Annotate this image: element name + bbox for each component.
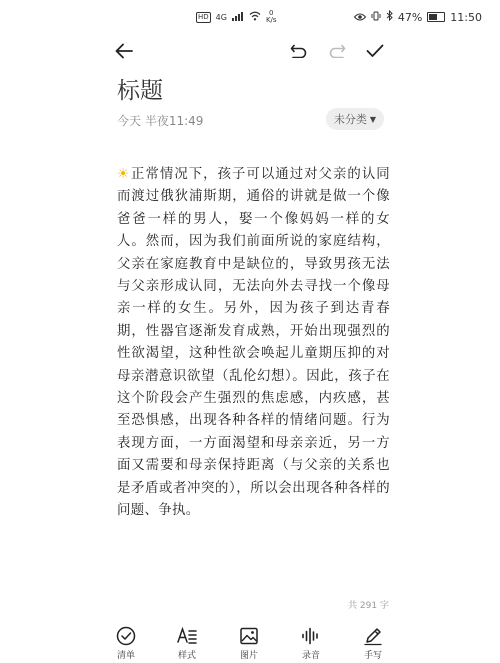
back-button[interactable] xyxy=(110,34,138,68)
signal-label: 4G xyxy=(215,12,227,22)
undo-icon xyxy=(290,44,307,58)
status-left xyxy=(196,10,277,24)
hd-badge: HD xyxy=(198,12,209,21)
redo-button[interactable] xyxy=(323,34,351,68)
checklist-label: 清单 xyxy=(116,651,135,661)
text-style-label: 样式 xyxy=(177,651,196,661)
eye-comfort-icon xyxy=(354,11,366,24)
wifi-icon xyxy=(249,11,261,24)
audio-label: 录音 xyxy=(301,651,320,661)
arrow-left-icon xyxy=(115,43,133,59)
cellular-signal-icon xyxy=(232,11,244,24)
caret-down-icon: ▼ xyxy=(369,114,377,124)
text-style-icon xyxy=(177,626,197,646)
network-speed-value: 0 xyxy=(269,9,274,17)
bluetooth-icon xyxy=(386,10,393,24)
redo-icon xyxy=(329,44,346,58)
checklist-icon xyxy=(116,626,136,646)
network-speed xyxy=(266,10,277,24)
audio-button[interactable] xyxy=(291,626,331,661)
note-body-text: 正常情况下，孩子可以通过对父亲的认同而渡过俄狄浦斯期，通俗的讲就是做一个像爸爸一样的男人，娶一个像妈妈一样的女人。然而，因为我们前面所说的家庭结构，父亲在家庭教育中是缺位的，导致男孩无法与父亲形成认同，无法向外去寻找一个像母亲一样的女生。另外，因为孩子到达青春期，性器官逐渐发育成熟，开始出现强烈的性欲渴望，这种性欲会唤起儿童期压抑的对母亲潜意识欲望（乱伦幻想）。因此，孩子在这个阶段会产生强烈的焦虑感，内疚感，甚至恐惧感，出现各种各样的情绪问题。行为表现方面，一方面渴望和母亲亲近，另一方面又需要和母亲保持距离（与父亲的关系也是矛盾或者冲突的），所以会出现各种各样的问题、争执。 xyxy=(117,167,390,519)
note-body[interactable] xyxy=(117,164,390,523)
word-count: 共 291 字 xyxy=(348,601,389,611)
category-dropdown[interactable] xyxy=(326,108,384,130)
checklist-button[interactable] xyxy=(106,626,146,661)
note-timestamp: 今天 半夜11:49 xyxy=(117,114,204,128)
image-icon xyxy=(239,626,259,646)
network-speed-unit: K/s xyxy=(265,16,277,24)
save-button[interactable] xyxy=(361,34,389,68)
sun-emoji-icon: ☀ xyxy=(117,167,131,182)
handwriting-label: 手写 xyxy=(363,651,382,661)
category-label: 未分类 xyxy=(333,113,367,126)
image-label: 图片 xyxy=(239,651,258,661)
bottom-toolbar xyxy=(0,620,500,663)
clock: 11:50 xyxy=(450,10,482,24)
note-toolbar xyxy=(0,34,500,68)
image-button[interactable] xyxy=(229,626,269,661)
note-title[interactable]: 标题 xyxy=(117,78,163,104)
undo-button[interactable] xyxy=(284,34,312,68)
handwriting-icon xyxy=(363,626,383,646)
battery-percent: 47% xyxy=(397,10,423,24)
audio-icon xyxy=(301,626,321,646)
vibrate-icon xyxy=(371,11,381,24)
text-style-button[interactable] xyxy=(167,626,207,661)
status-right xyxy=(354,10,482,24)
status-bar xyxy=(0,0,500,34)
checkmark-icon xyxy=(366,44,384,58)
battery-icon xyxy=(427,12,445,22)
handwriting-button[interactable] xyxy=(353,626,393,661)
